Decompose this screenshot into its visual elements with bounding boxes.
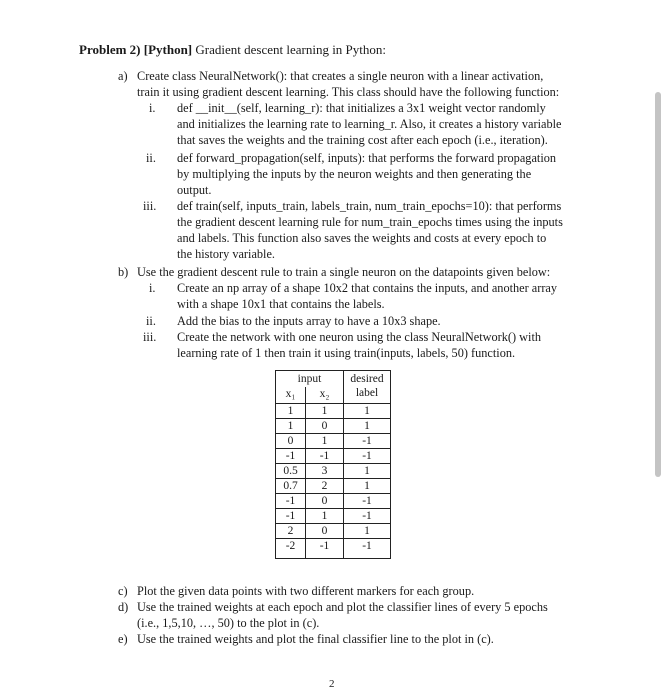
part-a-item-line: the history variable.: [177, 247, 276, 261]
part-b-item-line: learning rate of 1 then train it using train(inputs, labels, 50) function.: [177, 346, 516, 360]
problem-title: [79, 42, 386, 58]
table-header-label: label: [355, 387, 379, 399]
table-cell: 0: [287, 435, 294, 447]
part-b-item-line: Create an np array of a shape 10x2 that contains the inputs, and another array: [177, 281, 558, 295]
table-cell: -1: [285, 495, 296, 507]
table-cell: -1: [362, 540, 372, 552]
part-b-item-marker: ii.: [146, 314, 156, 328]
part-b-line: Use the gradient descent rule to train a single neuron on the datapoints given below:: [137, 265, 551, 279]
table-header-x2: x₂: [319, 388, 330, 400]
table-cell: 3: [321, 465, 328, 477]
table-cell: -1: [362, 450, 372, 462]
part-a-item-line: and initializes the learning rate to learning_r. Also, it creates a history variable: [177, 117, 562, 131]
table-cell: -2: [285, 540, 296, 552]
table-header-input: input: [297, 373, 322, 385]
table-cell: -1: [319, 540, 330, 552]
part-a-item-line: that saves the weights and the training cost after each epoch (i.e., iteration).: [177, 133, 548, 147]
part-a-item-line: def __init__(self, learning_r): that initializes a 3x1 weight vector randomly: [177, 101, 546, 115]
table-cell: 0: [321, 495, 328, 507]
part-a-item-line: by multiplying the inputs by the neuron weights and then generating the: [177, 167, 532, 181]
table-cell: 1: [287, 420, 294, 432]
part-a-item-line: and labels. This function also saves the weights and costs at every epoch to: [177, 231, 547, 245]
problem-title-text: Gradient descent learning in Python:: [192, 42, 387, 57]
table-header-desired: desired: [350, 373, 384, 385]
part-b-item-line: Add the bias to the inputs array to have a 10x3 shape.: [177, 314, 441, 328]
table-cell: 0.5: [283, 465, 298, 477]
table-cell: 0: [321, 525, 328, 537]
table-cell: 1: [321, 510, 328, 522]
part-e-marker: e): [118, 632, 128, 646]
table-cell: 1: [321, 405, 328, 417]
part-a-item-line: the gradient descent learning rule for num_train_epochs times using the inputs: [177, 215, 563, 229]
part-d-line: (i.e., 1,5,10, …, 50) to the plot in (c).: [137, 616, 320, 630]
scrollbar[interactable]: [655, 92, 661, 477]
table-cell: 1: [364, 525, 370, 537]
table-cell: -1: [362, 510, 372, 522]
table-cell: 0: [321, 420, 328, 432]
table-cell: 1: [364, 420, 370, 432]
part-a-line: Create class NeuralNetwork(): that creates a single neuron with a linear activation,: [137, 69, 544, 83]
table-cell: 1: [364, 480, 370, 492]
part-e-line: Use the trained weights and plot the final classifier line to the plot in (c).: [137, 632, 494, 646]
table-cell: 2: [321, 480, 328, 492]
part-a-item-marker: ii.: [146, 151, 156, 165]
part-c-marker: c): [118, 584, 128, 598]
part-a-item-line: def train(self, inputs_train, labels_train, num_train_epochs=10): that performs: [177, 199, 562, 213]
part-a-line: train it using gradient descent learning. This class should have the following function:: [137, 85, 560, 99]
table-header-x1: x₁: [285, 388, 296, 400]
part-a-item-line: output.: [177, 183, 212, 197]
part-a-item-marker: i.: [149, 101, 156, 115]
table-cell: 1: [287, 405, 294, 417]
part-b-item-line: with a shape 10x1 that contains the labels.: [177, 297, 385, 311]
part-d-line: Use the trained weights at each epoch and plot the classifier lines of every 5 epochs: [137, 600, 548, 614]
part-b-marker: b): [118, 265, 129, 279]
table-cell: 1: [364, 405, 370, 417]
table-cell: -1: [285, 510, 296, 522]
data-table: [275, 370, 391, 559]
part-b-item-marker: i.: [149, 281, 156, 295]
problem-label: Problem 2) [Python]: [79, 42, 193, 57]
table-cell: -1: [362, 435, 372, 447]
table-cell: 1: [321, 435, 328, 447]
part-a-marker: a): [118, 69, 128, 83]
page-number: 2: [329, 678, 335, 690]
part-c-line: Plot the given data points with two different markers for each group.: [137, 584, 475, 598]
table-cell: 2: [287, 525, 294, 537]
table-cell: 1: [364, 465, 370, 477]
table-cell: -1: [285, 450, 296, 462]
part-d-marker: d): [118, 600, 129, 614]
part-a-item-line: def forward_propagation(self, inputs): that performs the forward propagation: [177, 151, 557, 165]
part-b-item-marker: iii.: [143, 330, 157, 344]
part-b-item-line: Create the network with one neuron using the class NeuralNetwork() with: [177, 330, 542, 344]
table-cell: -1: [319, 450, 330, 462]
table-cell: 0.7: [283, 480, 298, 492]
part-a-item-marker: iii.: [143, 199, 157, 213]
table-cell: -1: [362, 495, 372, 507]
